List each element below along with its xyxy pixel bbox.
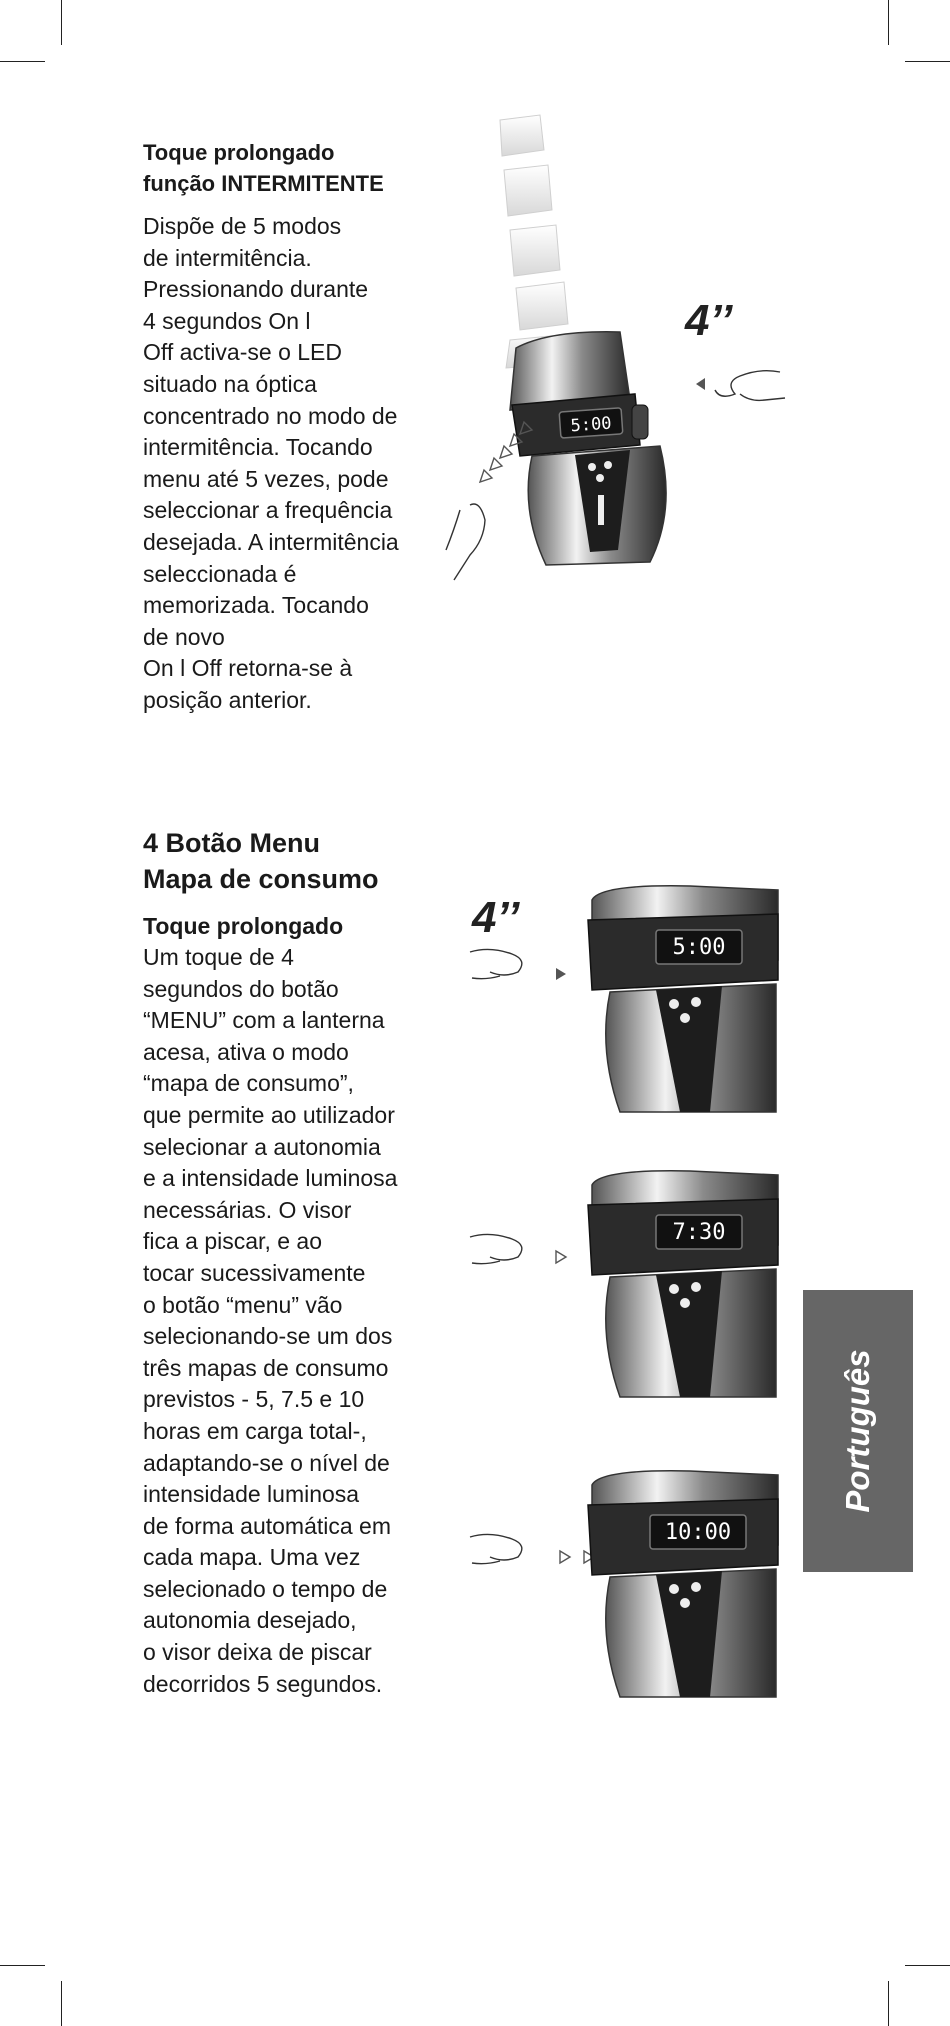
section-body: Dispõe de 5 modos de intermitência. Pressionando durante 4 segundos On l Off activa-se o LED situado na óptica concentrado no modo de intermitência. Tocando menu até 5 vezes, pode seleccionar a frequência desejada. A intermitência seleccionada é memorizada. Tocando de novo On l Off retorna-se à posição anterior. (143, 213, 399, 713)
finger-press-icon (470, 1234, 522, 1263)
finger-press-icon (446, 504, 485, 580)
section-body: Um toque de 4 segundos do botão “MENU” com a lanterna acesa, ativa o modo “mapa de consumo”, que permite ao utilizador selecionar a autonomia e a intensidade luminosa necessárias. O visor fica a piscar, e ao tocar sucessivamente o botão “menu” vão selecionando-se um dos três mapas de consumo previstos - 5, 7.5 e 10 horas em carga total-, adaptando-se o nível de intensidade luminosa de forma automática em cada mapa. Uma vez selecionado o tempo de autonomia desejado, o visor deixa de piscar decorridos 5 segundos. (143, 944, 398, 1697)
crop-mark (888, 0, 889, 45)
press-duration-label: 4’’ (472, 893, 520, 942)
flashlight-body-icon (606, 1569, 776, 1697)
crop-mark (905, 1965, 950, 1966)
section-subheading: Toque prolongado (143, 913, 344, 939)
section-menu-button (143, 825, 443, 1700)
flashlight-body-icon (606, 1269, 776, 1397)
section-heading: Toque prolongado função INTERMITENTE (143, 140, 384, 196)
flashlight-head-icon (510, 332, 648, 456)
lcd-display: 7:30 (672, 1220, 726, 1245)
lcd-display: 5:00 (570, 413, 613, 437)
crop-mark (0, 61, 45, 62)
press-arrow-icon (556, 1251, 566, 1263)
crop-mark (888, 1981, 889, 2026)
press-arrow-icon (560, 1551, 570, 1563)
press-arrow-icon (556, 968, 566, 980)
finger-press-icon (715, 371, 785, 401)
flashlight-menu-illustration-3 (460, 1465, 790, 1705)
crop-mark (61, 1981, 62, 2026)
flashlight-head-icon (588, 1171, 778, 1275)
flashlight-body-icon (528, 446, 666, 565)
crop-mark (0, 1965, 45, 1966)
section-intermittent (143, 137, 443, 717)
language-label: Português (839, 1349, 876, 1513)
finger-press-icon (470, 1534, 522, 1563)
light-beam-icon (500, 115, 596, 368)
section-heading: 4 Botão Menu Mapa de consumo (143, 828, 379, 894)
press-arrow-icon (696, 378, 705, 390)
finger-press-icon (470, 949, 522, 978)
flashlight-body-icon (606, 984, 776, 1112)
flashlight-head-icon (588, 886, 778, 990)
flashlight-menu-illustration-1 (460, 880, 790, 1120)
flashlight-flash-illustration (440, 110, 800, 590)
flashlight-menu-illustration-2 (460, 1165, 790, 1405)
lcd-display: 5:00 (672, 935, 726, 960)
press-duration-label: 4’’ (685, 296, 733, 345)
language-tab (803, 1290, 913, 1572)
crop-mark (61, 0, 62, 45)
lcd-display: 10:00 (664, 1520, 732, 1545)
flashlight-head-icon (588, 1471, 778, 1575)
crop-mark (905, 61, 950, 62)
